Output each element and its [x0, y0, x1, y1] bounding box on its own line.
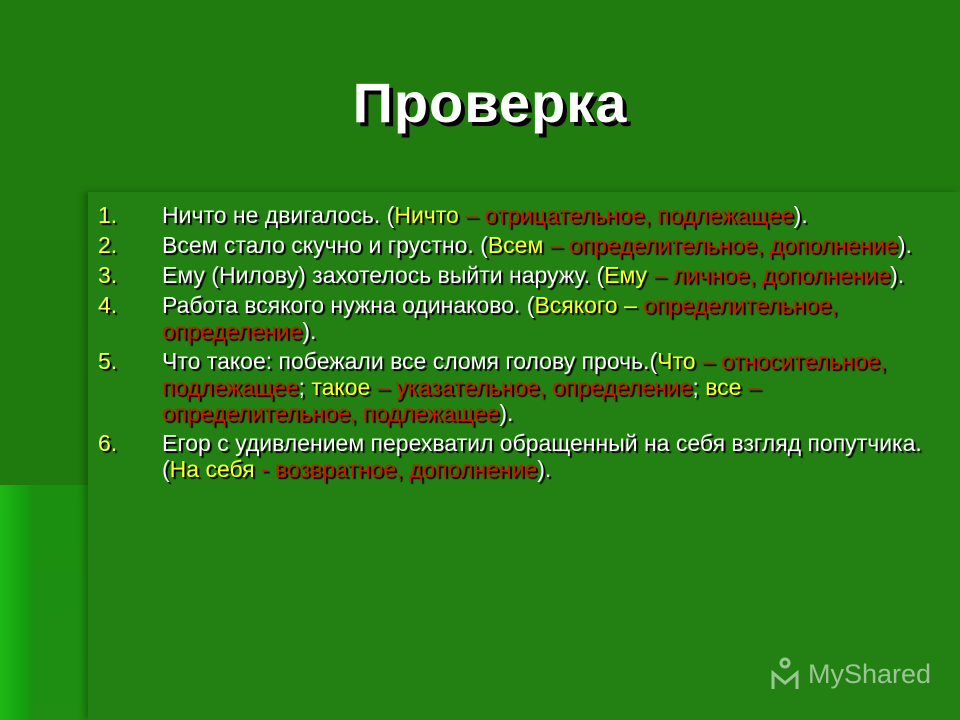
list-item-text: [162, 262, 928, 288]
highlighted-word: Всем: [487, 232, 544, 258]
list-item-text: [162, 348, 928, 426]
grammar-note: – определительное, подлежащее: [162, 374, 761, 426]
sentence-text: ).: [793, 202, 808, 228]
list-item: [98, 430, 928, 482]
highlighted-word: –: [617, 292, 644, 318]
list-item: [98, 292, 928, 344]
list-item-number: 5.: [98, 348, 118, 374]
list-item: [98, 202, 928, 228]
sentence-text: Ему (Нилову) захотелось выйти наружу. (: [162, 262, 605, 288]
list-item-text: [162, 292, 928, 344]
grammar-note: – отрицательное, подлежащее: [458, 202, 794, 228]
list-item-number: 1.: [98, 202, 118, 228]
list-item: [98, 232, 928, 258]
highlighted-word: На себя: [169, 456, 255, 482]
highlighted-word: все: [705, 374, 742, 400]
answer-list: [98, 202, 928, 486]
highlighted-word: такое: [311, 374, 371, 400]
sentence-text: ).: [537, 456, 552, 482]
watermark-text: MyShared: [808, 658, 932, 689]
highlighted-word: Всякого: [534, 292, 618, 318]
list-item-text: [162, 232, 928, 258]
highlighted-word: Ничто: [394, 202, 459, 228]
sentence-text: Ничто не двигалось. (: [162, 202, 395, 228]
list-item: [98, 348, 928, 426]
list-item-text: [162, 430, 928, 482]
sentence-text: Работа всякого нужна одинаково. (: [162, 292, 535, 318]
list-item-number: 2.: [98, 232, 118, 258]
grammar-note: – личное, дополнение: [647, 262, 891, 288]
grammar-note: – относительное, подлежащее: [162, 348, 887, 400]
grammar-note: – указательное, определение: [370, 374, 693, 400]
sentence-text: ;: [692, 374, 706, 400]
list-item-number: 3.: [98, 262, 118, 288]
list-item-number: 4.: [98, 292, 118, 318]
grammar-note: определительное, определение: [162, 292, 838, 344]
list-item: [98, 262, 928, 288]
decorative-left-stripe: [0, 485, 38, 720]
sentence-text: ).: [890, 262, 905, 288]
grammar-note: – определительное, дополнение: [543, 232, 898, 258]
list-item-number: 6.: [98, 430, 118, 456]
sentence-text: Всем стало скучно и грустно. (: [162, 232, 488, 258]
sentence-text: ).: [302, 318, 317, 344]
sentence-text: Егор с удивлением перехватил обращенный на себя взгляд попутчика. (: [162, 430, 922, 482]
sentence-text: ).: [499, 400, 514, 426]
highlighted-word: Ему: [604, 262, 648, 288]
sentence-text: Что такое: побежали все сломя голову прочь.(: [162, 348, 658, 374]
myshared-logo-icon: [768, 656, 802, 692]
myshared-watermark[interactable]: [768, 654, 931, 694]
sentence-text: ).: [897, 232, 912, 258]
sentence-text: ;: [298, 374, 312, 400]
slide-title: Проверка: [352, 71, 628, 134]
highlighted-word: Что: [657, 348, 696, 374]
grammar-note: - возвратное, дополнение: [254, 456, 538, 482]
list-item-text: [162, 202, 928, 228]
